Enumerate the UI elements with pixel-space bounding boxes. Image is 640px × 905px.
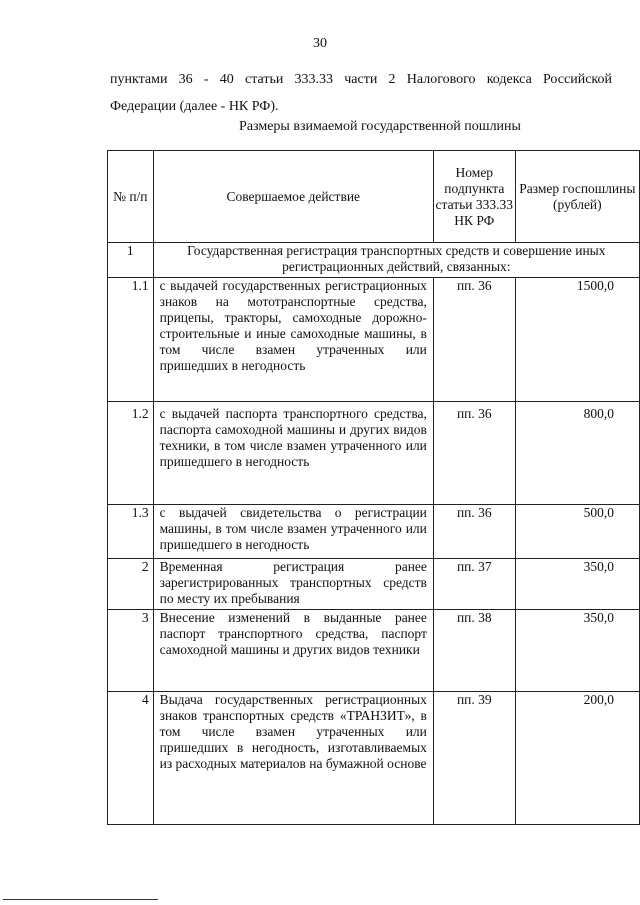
page-number: 30 — [313, 36, 327, 51]
section-num: 1 — [108, 243, 154, 278]
row-fee: 350,0 — [515, 559, 639, 610]
table-row — [108, 278, 640, 402]
table-row — [108, 505, 640, 559]
row-action: с выдачей государственных регистрационных знаков на мототранспортные средства, прицепы, тракторы, самоходные дорожно-строительные и иные самоходные машины, в том числе взамен утраченных или пришедших в негодность — [153, 278, 433, 402]
header-subparagraph: Номер подпункта статьи 333.33 НК РФ — [433, 151, 515, 243]
table-row — [108, 610, 640, 692]
row-subparagraph: пп. 36 — [433, 278, 515, 402]
section-row — [108, 243, 640, 278]
row-subparagraph: пп. 36 — [433, 402, 515, 505]
header-action: Совершаемое действие — [153, 151, 433, 243]
intro-paragraph — [110, 66, 612, 120]
table-title: Размеры взимаемой государственной пошлины — [239, 119, 521, 134]
row-action: Временная регистрация ранее зарегистрированных транспортных средств по месту их пребывания — [153, 559, 433, 610]
row-num: 1.2 — [108, 402, 154, 505]
table-row — [108, 402, 640, 505]
row-subparagraph: пп. 37 — [433, 559, 515, 610]
row-action: с выдачей свидетельства о регистрации машины, в том числе взамен утраченного или пришедшего в негодность — [153, 505, 433, 559]
table-row — [108, 692, 640, 825]
row-subparagraph: пп. 36 — [433, 505, 515, 559]
row-subparagraph: пп. 39 — [433, 692, 515, 825]
row-subparagraph: пп. 38 — [433, 610, 515, 692]
row-num: 2 — [108, 559, 154, 610]
row-action: Внесение изменений в выданные ранее паспорт транспортного средства, паспорт самоходной машины и других видов техники — [153, 610, 433, 692]
fee-table — [107, 150, 640, 825]
row-fee: 350,0 — [515, 610, 639, 692]
row-num: 4 — [108, 692, 154, 825]
header-fee: Размер госпошлины (рублей) — [515, 151, 639, 243]
row-fee: 800,0 — [515, 402, 639, 505]
row-fee: 200,0 — [515, 692, 639, 825]
row-fee: 500,0 — [515, 505, 639, 559]
table-header-row — [108, 151, 640, 243]
row-action: Выдача государственных регистрационных знаков транспортных средств «ТРАНЗИТ», в том числе взамен утраченных или пришедших в негодность, изготавливаемых из расходных материалов на бумажной основе — [153, 692, 433, 825]
table-row — [108, 559, 640, 610]
intro-line-2: Федерации (далее - НК РФ). — [110, 99, 279, 114]
row-fee: 1500,0 — [515, 278, 639, 402]
row-action: с выдачей паспорта транспортного средства, паспорта самоходной машины и других видов техники, в том числе взамен утраченного или пришедшего в негодность — [153, 402, 433, 505]
header-num: № п/п — [108, 151, 154, 243]
footnote-separator — [3, 899, 158, 900]
row-num: 3 — [108, 610, 154, 692]
row-num: 1.3 — [108, 505, 154, 559]
row-num: 1.1 — [108, 278, 154, 402]
section-text: Государственная регистрация транспортных средств и совершение иных регистрационных действий, связанных: — [153, 243, 639, 278]
intro-line-1: пунктами 36 - 40 статьи 333.33 части 2 Налогового кодекса Российской — [110, 72, 612, 87]
